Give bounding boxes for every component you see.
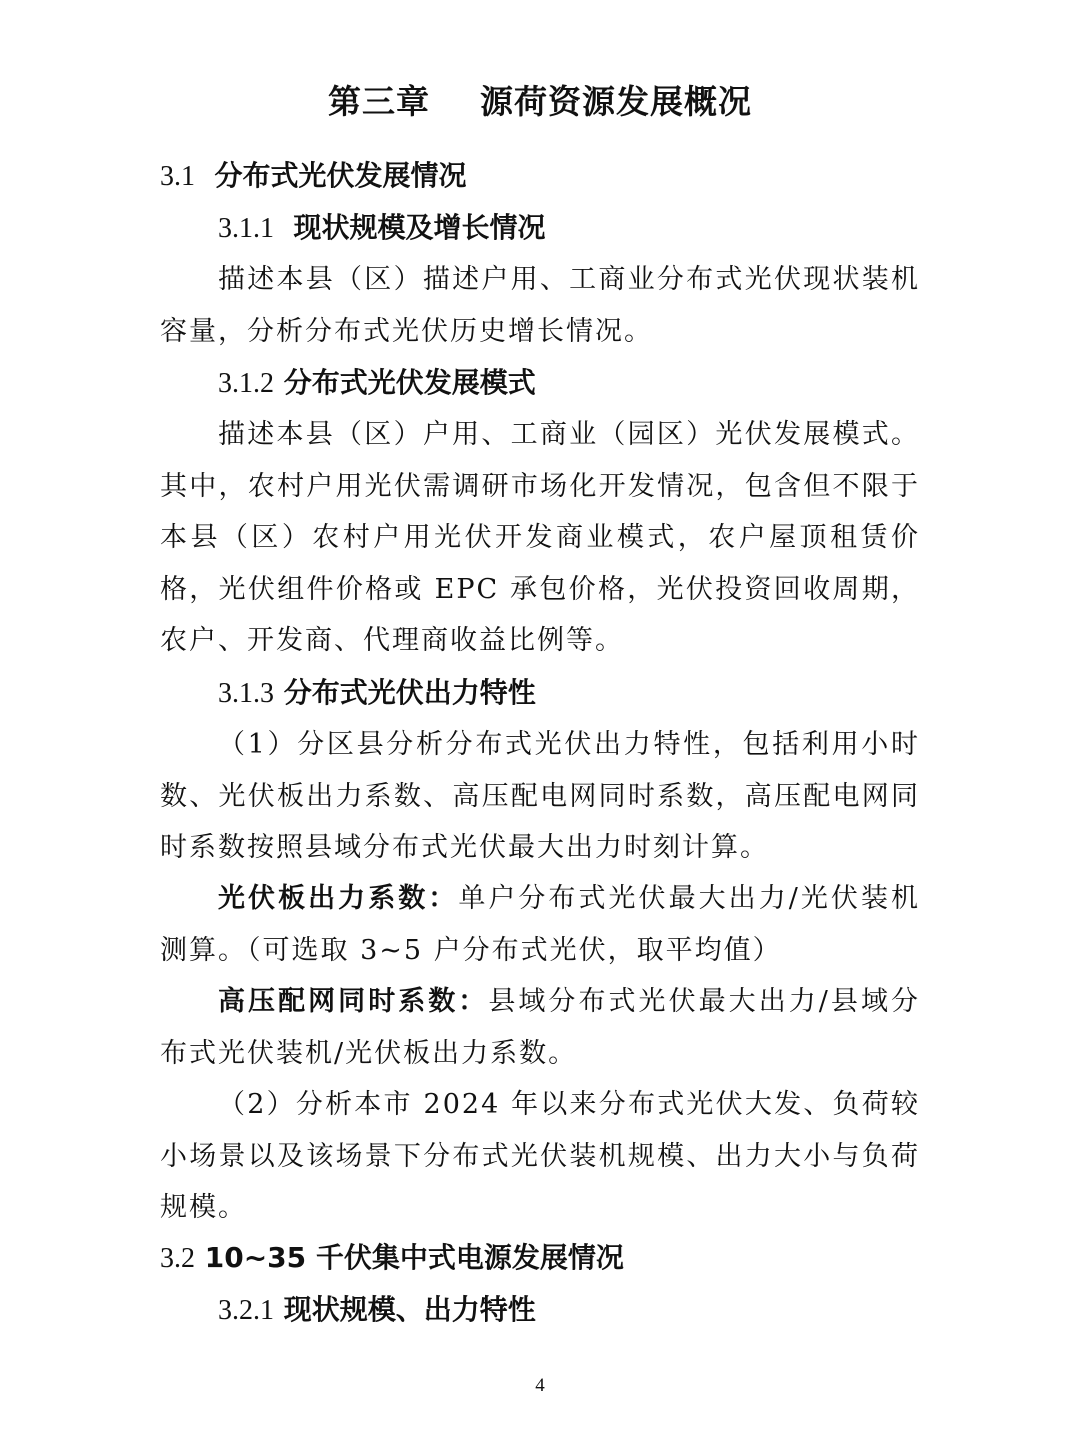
section-number: 3.2.1 [218, 1295, 274, 1326]
definition-pv-output-coefficient [160, 873, 920, 976]
section-heading-3-1 [160, 150, 467, 203]
definition-text: 县域分布式光伏最大出力/县域分布式光伏装机/光伏板出力系数。 [160, 986, 920, 1069]
section-number: 3.1 [160, 161, 195, 192]
section-heading-3-1-3 [218, 667, 536, 720]
paragraph-3-1-2: 描述本县（区）户用、工商业（园区）光伏发展模式。其中，农村户用光伏需调研市场化开发情况，包含但不限于本县（区）农村户用光伏开发商业模式，农户屋顶租赁价格，光伏组件价格或 EPC 承包价格，光伏投资回收周期，农户、开发商、代理商收益比例等。 [160, 419, 920, 656]
section-heading-3-2 [160, 1232, 624, 1285]
section-number: 3.1.2 [218, 368, 274, 399]
section-heading-3-1-1 [218, 202, 546, 255]
section-title: 现状规模及增长情况 [293, 211, 546, 244]
section-title: 分布式光伏发展模式 [283, 366, 536, 399]
paragraph-3-1-1: 描述本县（区）描述户用、工商业分布式光伏现状装机容量，分析分布式光伏历史增长情况。 [160, 264, 920, 347]
section-heading-3-1-2 [218, 357, 536, 410]
page-number: 4 [535, 1375, 545, 1396]
section-title: 10~35 千伏集中式电源发展情况 [204, 1241, 624, 1274]
definition-term: 高压配网同时系数： [218, 986, 489, 1017]
paragraph-item-2: （2）分析本市 2024 年以来分布式光伏大发、负荷较小场景以及该场景下分布式光伏装机规模、出力大小与负荷规模。 [160, 1089, 920, 1223]
paragraph-item-1: （1）分区县分析分布式光伏出力特性，包括利用小时数、光伏板出力系数、高压配电网同时系数，高压配电网同时系数按照县域分布式光伏最大出力时刻计算。 [160, 729, 920, 863]
section-number: 3.1.3 [218, 678, 274, 709]
section-number: 3.1.1 [218, 213, 274, 244]
section-title: 分布式光伏发展情况 [214, 159, 467, 192]
definition-term: 光伏板出力系数： [218, 883, 459, 914]
chapter-title: 第三章 源荷资源发展概况 [328, 82, 752, 121]
definition-simultaneity-coefficient [160, 976, 920, 1079]
section-heading-3-2-1 [218, 1284, 536, 1337]
definition-text: 单户分布式光伏最大出力/光伏装机测算。（可选取 3~5 户分布式光伏，取平均值） [160, 883, 920, 966]
section-title: 分布式光伏出力特性 [283, 676, 536, 709]
section-title: 现状规模、出力特性 [283, 1293, 536, 1326]
section-number: 3.2 [160, 1243, 195, 1274]
